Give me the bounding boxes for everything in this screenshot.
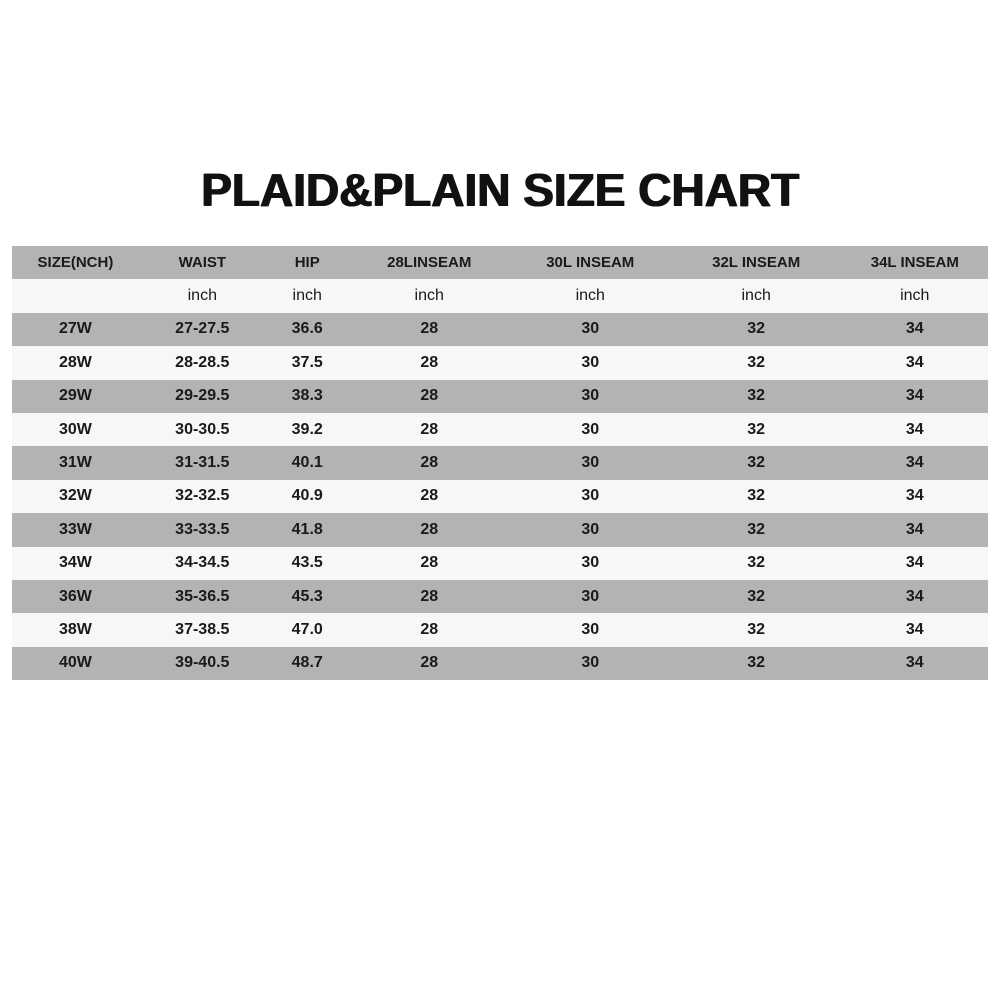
unit-cell: inch xyxy=(187,287,217,305)
table-row xyxy=(12,513,988,546)
table-cell: 32 xyxy=(747,454,766,472)
table-cell: 29-29.5 xyxy=(175,387,230,405)
column-header: WAIST xyxy=(178,254,227,272)
table-cell: 36.6 xyxy=(291,320,323,338)
table-cell: 45.3 xyxy=(291,587,323,605)
page-title: PLAID&PLAIN SIZE CHART xyxy=(201,164,799,216)
table-row xyxy=(12,547,988,580)
table-cell: 34 xyxy=(905,320,924,338)
size-cell: 38W xyxy=(58,620,92,638)
column-header: 34L INSEAM xyxy=(870,254,959,272)
table-row xyxy=(12,346,988,379)
table-cell: 40.9 xyxy=(291,487,323,505)
size-cell: 28W xyxy=(58,353,92,371)
table-cell: 30 xyxy=(581,554,600,572)
table-cell: 41.8 xyxy=(291,520,323,538)
table-cell: 34 xyxy=(905,353,924,371)
table-cell: 32 xyxy=(747,520,766,538)
table-cell: 34 xyxy=(905,387,924,405)
size-cell: 29W xyxy=(58,387,92,405)
unit-cell: inch xyxy=(414,287,444,305)
table-cell: 30 xyxy=(581,454,600,472)
table-cell: 34 xyxy=(905,620,924,638)
table-cell: 32 xyxy=(747,654,766,672)
table-cell: 32 xyxy=(747,487,766,505)
unit-cell: inch xyxy=(741,287,771,305)
size-cell: 27W xyxy=(58,320,92,338)
table-cell: 33-33.5 xyxy=(175,520,230,538)
table-cell: 28 xyxy=(420,320,439,338)
table-cell: 30 xyxy=(581,320,600,338)
column-header: 28LINSEAM xyxy=(387,254,472,272)
table-cell: 28 xyxy=(420,353,439,371)
table-cell: 28 xyxy=(420,420,439,438)
table-cell: 28-28.5 xyxy=(175,353,230,371)
table-cell: 32 xyxy=(747,587,766,605)
table-cell: 43.5 xyxy=(291,554,323,572)
table-cell: 32 xyxy=(747,620,766,638)
table-cell: 39.2 xyxy=(291,420,323,438)
table-cell: 30 xyxy=(581,620,600,638)
size-cell: 40W xyxy=(58,654,92,672)
table-cell: 34 xyxy=(905,454,924,472)
table-cell: 37-38.5 xyxy=(175,620,230,638)
table-cell: 48.7 xyxy=(291,654,323,672)
table-cell: 28 xyxy=(420,587,439,605)
size-cell: 32W xyxy=(58,487,92,505)
column-header: 32L INSEAM xyxy=(712,254,801,272)
table-row xyxy=(12,446,988,479)
table-cell: 28 xyxy=(420,487,439,505)
table-body xyxy=(12,313,988,680)
table-cell: 30 xyxy=(581,353,600,371)
unit-cell: inch xyxy=(292,287,322,305)
table-cell: 28 xyxy=(420,654,439,672)
table-cell: 28 xyxy=(420,387,439,405)
table-cell: 30 xyxy=(581,587,600,605)
unit-cell xyxy=(12,279,139,312)
table-cell: 28 xyxy=(420,620,439,638)
unit-cell: inch xyxy=(575,287,605,305)
table-cell: 30 xyxy=(581,654,600,672)
table-cell: 39-40.5 xyxy=(175,654,230,672)
column-header: 30L INSEAM xyxy=(546,254,635,272)
size-cell: 33W xyxy=(58,520,92,538)
table-cell: 35-36.5 xyxy=(175,587,230,605)
column-header: HIP xyxy=(294,254,320,272)
table-cell: 28 xyxy=(420,554,439,572)
table-cell: 28 xyxy=(420,520,439,538)
table-cell: 32 xyxy=(747,320,766,338)
table-cell: 38.3 xyxy=(291,387,323,405)
size-cell: 34W xyxy=(58,554,92,572)
table-row xyxy=(12,647,988,680)
column-header: SIZE(NCH) xyxy=(37,254,114,272)
table-row xyxy=(12,380,988,413)
table-cell: 34 xyxy=(905,420,924,438)
table-cell: 32 xyxy=(747,387,766,405)
table-row xyxy=(12,580,988,613)
table-cell: 37.5 xyxy=(291,353,323,371)
table-cell: 34 xyxy=(905,554,924,572)
table-cell: 34 xyxy=(905,654,924,672)
table-cell: 32 xyxy=(747,420,766,438)
table-cell: 34 xyxy=(905,587,924,605)
size-cell: 30W xyxy=(58,420,92,438)
unit-cell: inch xyxy=(900,287,930,305)
table-cell: 32 xyxy=(747,353,766,371)
table-cell: 30 xyxy=(581,387,600,405)
table-cell: 34 xyxy=(905,520,924,538)
table-cell: 30 xyxy=(581,420,600,438)
table-cell: 31-31.5 xyxy=(175,454,230,472)
table-cell: 47.0 xyxy=(291,620,323,638)
table-row xyxy=(12,613,988,646)
table-row xyxy=(12,480,988,513)
table-cell: 32-32.5 xyxy=(175,487,230,505)
table-cell: 34 xyxy=(905,487,924,505)
table-head xyxy=(12,246,988,313)
size-chart-table-container xyxy=(12,246,988,680)
header-row xyxy=(12,246,988,279)
table-cell: 30-30.5 xyxy=(175,420,230,438)
table-row xyxy=(12,313,988,346)
units-row xyxy=(12,279,988,312)
table-cell: 27-27.5 xyxy=(175,320,230,338)
size-chart-table xyxy=(12,246,988,680)
size-cell: 31W xyxy=(58,454,92,472)
table-row xyxy=(12,413,988,446)
table-cell: 34-34.5 xyxy=(175,554,230,572)
table-cell: 32 xyxy=(747,554,766,572)
table-cell: 30 xyxy=(581,487,600,505)
table-cell: 40.1 xyxy=(291,454,323,472)
size-cell: 36W xyxy=(58,587,92,605)
table-cell: 28 xyxy=(420,454,439,472)
table-cell: 30 xyxy=(581,520,600,538)
